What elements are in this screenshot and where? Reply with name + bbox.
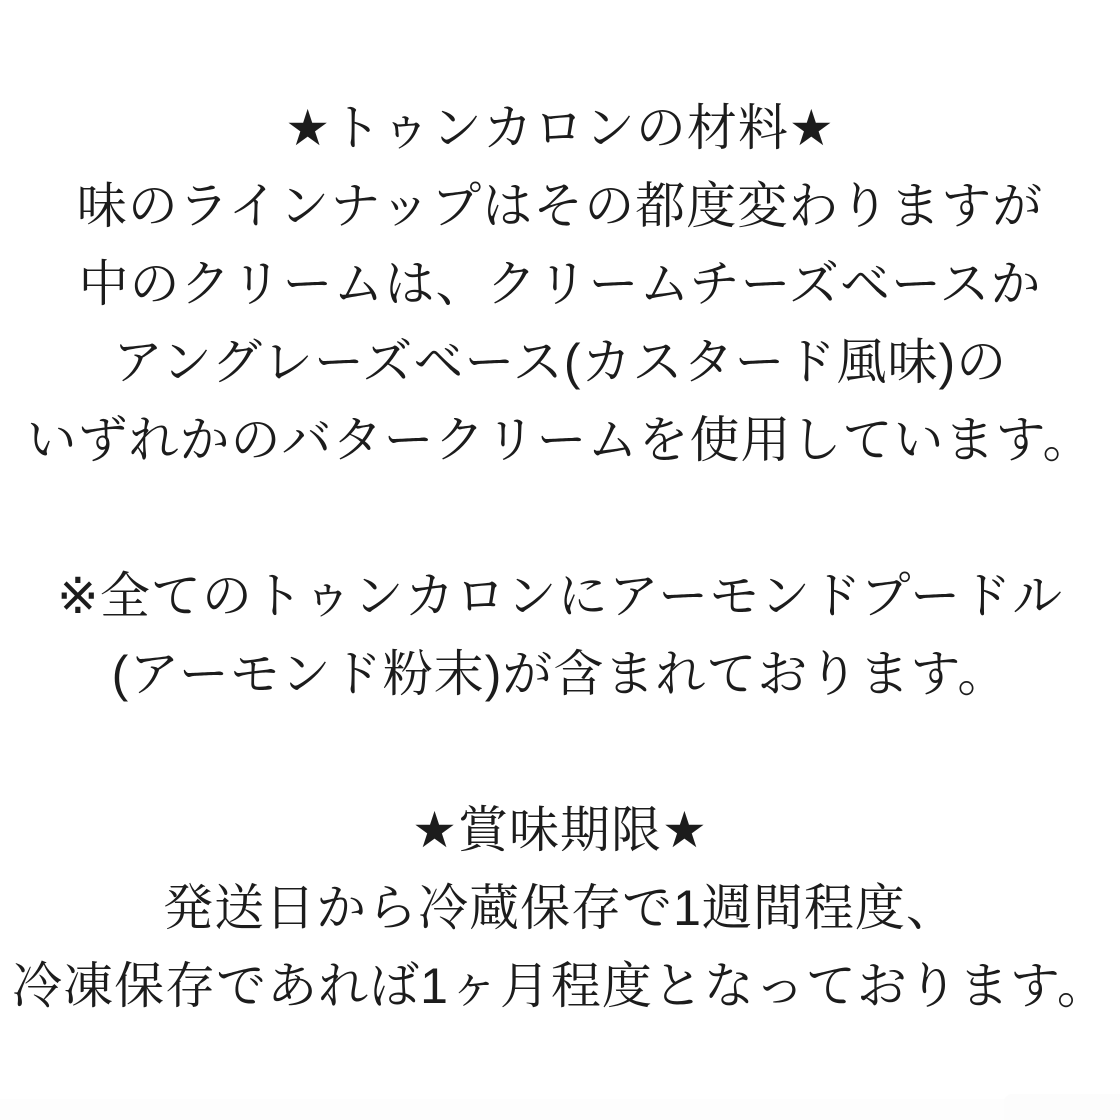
allergen-note-section bbox=[0, 557, 1120, 713]
materials-line: いずれかのバタークリームを使用しています。 bbox=[26, 412, 1094, 468]
materials-section bbox=[0, 89, 1120, 479]
materials-line: 中のクリームは、クリームチーズベースか bbox=[78, 256, 1042, 312]
corner-badge-placeholder bbox=[1004, 1094, 1120, 1120]
expiry-title: ★賞味期限★ bbox=[412, 802, 708, 858]
materials-title: ★トゥンカロンの材料★ bbox=[285, 100, 835, 156]
bottom-strip-artifact bbox=[0, 1099, 1120, 1120]
allergen-line: ※全てのトゥンカロンにアーモンドプードル bbox=[56, 568, 1064, 624]
allergen-line: (アーモンド粉末)が含まれております。 bbox=[111, 646, 1009, 702]
expiry-section bbox=[0, 791, 1120, 1025]
expiry-line: 冷凍保存であれば1ヶ月程度となっております。 bbox=[12, 958, 1108, 1014]
expiry-line: 発送日から冷蔵保存で1週間程度、 bbox=[163, 880, 957, 936]
materials-line: アングレーズベース(カスタード風味)の bbox=[112, 334, 1008, 390]
materials-line: 味のラインナップはその都度変わりますが bbox=[76, 178, 1044, 234]
